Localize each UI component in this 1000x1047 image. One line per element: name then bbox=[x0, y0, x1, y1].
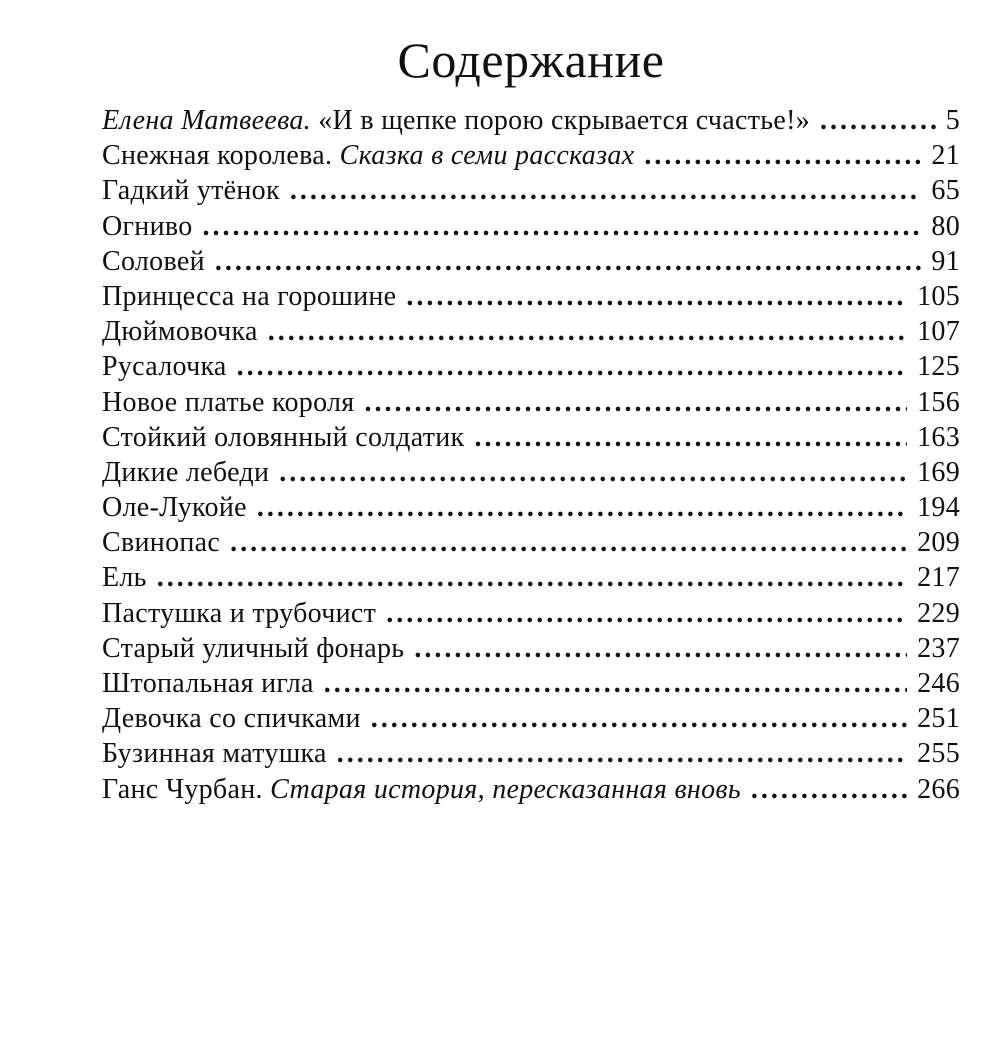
toc-leader-dots bbox=[279, 455, 907, 490]
toc-entry-title: Свинопас bbox=[102, 527, 221, 559]
toc-entry bbox=[102, 314, 960, 349]
toc-entry-title: Ель bbox=[102, 562, 147, 594]
toc-leader-dots bbox=[324, 666, 907, 701]
toc-page-number: 217 bbox=[917, 562, 960, 594]
toc-entry bbox=[102, 560, 960, 595]
toc-entry bbox=[102, 385, 960, 420]
toc-entry-title: Стойкий оловянный солдатик bbox=[102, 421, 465, 453]
toc-page-number: 163 bbox=[917, 421, 960, 453]
toc-entry bbox=[102, 349, 960, 384]
toc-page-number: 255 bbox=[917, 738, 960, 770]
toc-entry-title: Русалочка bbox=[102, 351, 227, 383]
toc-entry-title: Дюймовочка bbox=[102, 316, 258, 348]
toc-entry-title bbox=[102, 103, 810, 138]
toc-entry bbox=[102, 631, 960, 666]
toc-entry bbox=[102, 701, 960, 736]
toc-entry-title: Старый уличный фонарь bbox=[102, 632, 405, 664]
toc-entry bbox=[102, 209, 960, 244]
toc-entry-title: Огниво bbox=[102, 210, 193, 242]
toc-leader-dots bbox=[230, 525, 907, 560]
toc-leader-dots bbox=[337, 736, 907, 771]
toc-leader-dots bbox=[751, 772, 907, 807]
toc-leader-dots bbox=[257, 490, 907, 525]
toc-leader-dots bbox=[157, 560, 907, 595]
toc-entry bbox=[102, 244, 960, 279]
toc-entry-rest: «И в щепке порою скрывается счастье!» bbox=[310, 105, 811, 136]
toc-page-number: 169 bbox=[917, 456, 960, 488]
toc-page-number: 194 bbox=[917, 492, 960, 524]
toc-entry-title: Соловей bbox=[102, 245, 205, 277]
toc-entry-title: Оле-Лукойе bbox=[102, 492, 247, 524]
toc-entry-title: Гадкий утёнок bbox=[102, 175, 280, 207]
toc-leader-dots bbox=[364, 385, 907, 420]
toc-entry-title: Принцесса на горошине bbox=[102, 280, 397, 312]
toc-entry-title: Штопальная игла bbox=[102, 668, 314, 699]
toc-entry-title bbox=[102, 138, 634, 173]
page-title: Содержание bbox=[397, 32, 665, 88]
toc-leader-dots bbox=[290, 173, 922, 208]
toc-page-number: 156 bbox=[917, 386, 960, 418]
toc-leader-dots bbox=[268, 314, 907, 349]
toc-entry bbox=[102, 420, 960, 455]
toc-page-number: 125 bbox=[917, 351, 960, 383]
toc-entry bbox=[102, 173, 960, 208]
toc-page-number: 246 bbox=[917, 668, 960, 699]
toc-page-number: 91 bbox=[931, 245, 960, 277]
toc-entry bbox=[102, 490, 960, 525]
toc-entry-author: Елена Матвеева. bbox=[102, 105, 311, 136]
toc-leader-dots bbox=[371, 701, 907, 736]
toc-page-number: 5 bbox=[945, 105, 960, 136]
toc-entry-subtitle: Старая история, пересказанная вновь bbox=[270, 773, 741, 805]
toc-leader-dots bbox=[474, 420, 907, 455]
toc-page-number: 80 bbox=[931, 210, 960, 242]
toc-leader-dots bbox=[203, 209, 922, 244]
toc-entry bbox=[102, 772, 960, 807]
toc-entry bbox=[102, 736, 960, 771]
toc-page-number: 229 bbox=[917, 597, 960, 629]
toc-entry-title: Бузинная матушка bbox=[102, 738, 327, 770]
toc-entry bbox=[102, 279, 960, 314]
toc-entry-title bbox=[102, 772, 741, 807]
toc-entry bbox=[102, 455, 960, 490]
toc-page-number: 105 bbox=[917, 280, 960, 312]
toc-entry-title: Девочка со спичками bbox=[102, 703, 361, 735]
toc-entry-title: Новое платье короля bbox=[102, 386, 355, 418]
toc-page-number: 266 bbox=[917, 773, 960, 805]
toc-entry bbox=[102, 596, 960, 631]
toc-leader-dots bbox=[414, 631, 907, 666]
table-of-contents bbox=[102, 103, 960, 807]
toc-leader-dots bbox=[406, 279, 907, 314]
toc-entry bbox=[102, 666, 960, 701]
toc-entry-main: Ганс Чурбан. bbox=[102, 773, 271, 805]
toc-entry-title: Пастушка и трубочист bbox=[102, 597, 377, 629]
toc-page-number: 209 bbox=[917, 527, 960, 559]
toc-entry bbox=[102, 525, 960, 560]
toc-entry-subtitle: Сказка в семи рассказах bbox=[339, 140, 635, 172]
toc-leader-dots bbox=[820, 103, 936, 138]
toc-leader-dots bbox=[386, 596, 907, 631]
toc-page-number: 237 bbox=[917, 632, 960, 664]
toc-page-number: 107 bbox=[917, 316, 960, 348]
toc-page-number: 251 bbox=[917, 703, 960, 735]
toc-page-number: 21 bbox=[931, 140, 960, 172]
toc-leader-dots bbox=[237, 349, 907, 384]
toc-entry bbox=[102, 103, 960, 138]
toc-leader-dots bbox=[215, 244, 922, 279]
toc-entry-title: Дикие лебеди bbox=[102, 456, 270, 488]
toc-leader-dots bbox=[644, 138, 921, 173]
toc-entry bbox=[102, 138, 960, 173]
toc-entry-main: Снежная королева. bbox=[102, 140, 340, 172]
toc-page-number: 65 bbox=[931, 175, 960, 207]
